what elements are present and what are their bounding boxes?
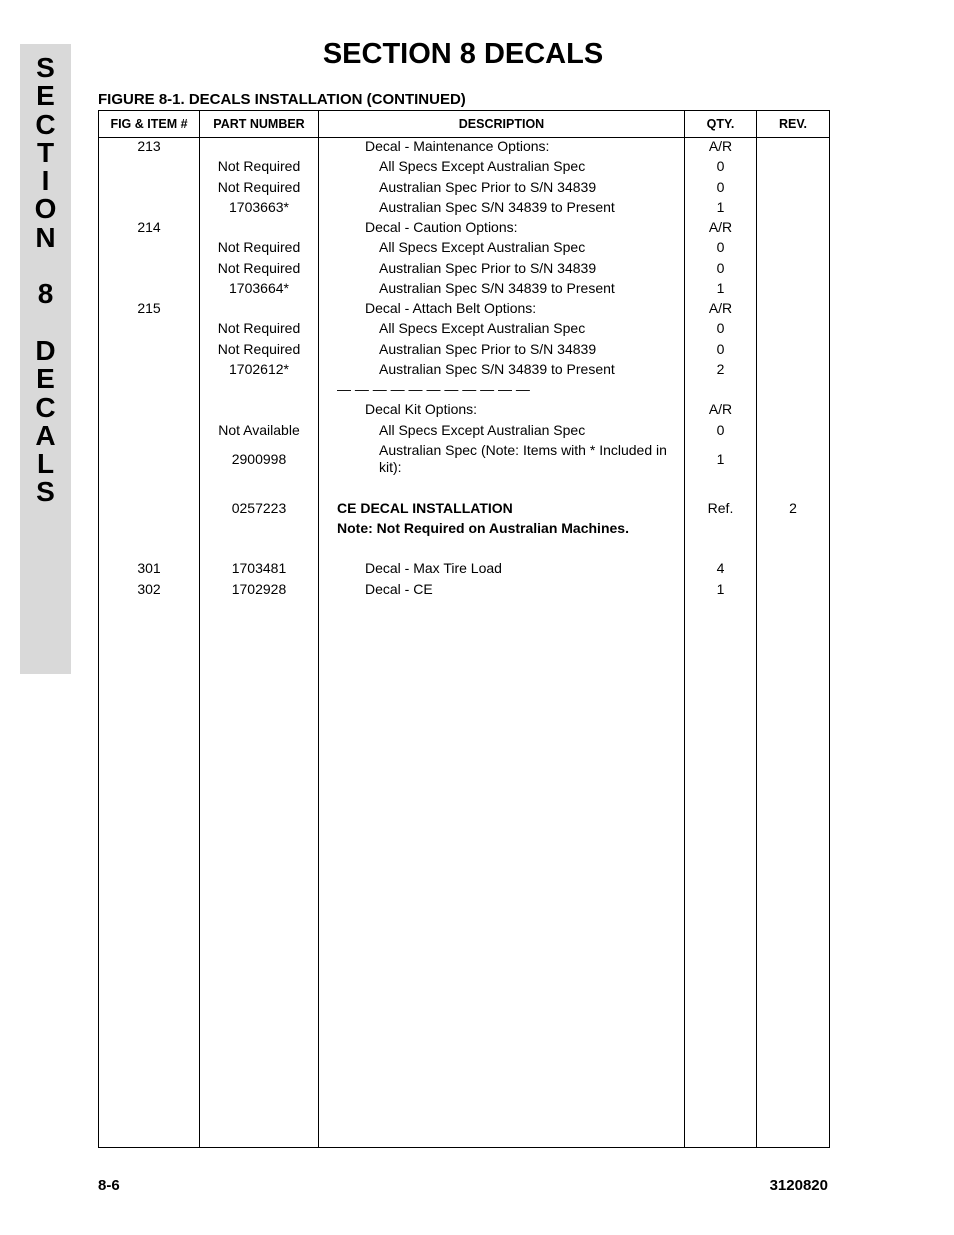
document-number: 3120820 [769, 1177, 828, 1194]
description-cell: Decal - CE [365, 581, 433, 597]
qty-cell: 0 [716, 341, 725, 357]
description-cell: Australian Spec Prior to S/N 34839 [379, 341, 597, 357]
side-tab-letter: C [35, 108, 56, 140]
header-part-number: PART NUMBER [213, 117, 305, 131]
qty-cell: 1 [716, 451, 725, 467]
qty-cell: A/R [708, 219, 733, 235]
side-tab-letter: S [36, 52, 55, 83]
part-cell: Not Required [217, 179, 301, 195]
part-cell: Not Required [217, 260, 301, 276]
qty-cell: 0 [716, 260, 725, 276]
qty-cell: 0 [716, 239, 725, 255]
qty-cell: 4 [716, 560, 725, 576]
description-cell: All Specs Except Australian Spec [379, 320, 586, 336]
side-tab-letter: A [35, 419, 56, 451]
rev-cell: 2 [789, 500, 797, 516]
side-tab-letters [20, 54, 71, 507]
description-cell: CE DECAL INSTALLATION [337, 500, 513, 516]
side-tab-letter: S [36, 476, 55, 508]
part-cell: Not Required [217, 341, 301, 357]
part-cell: Not Required [217, 158, 301, 174]
side-tab-letter: E [36, 80, 55, 112]
qty-cell: 1 [716, 581, 725, 597]
qty-cell: 0 [716, 422, 725, 438]
description-cell: Australian Spec Prior to S/N 34839 [379, 260, 597, 276]
item-cell: 214 [137, 219, 161, 235]
qty-cell: 0 [716, 320, 725, 336]
description-cell: All Specs Except Australian Spec [379, 239, 586, 255]
description-cell: Australian Spec S/N 34839 to Present [379, 280, 615, 296]
side-tab-letter: E [36, 363, 55, 395]
qty-cell: A/R [708, 401, 733, 417]
side-tab-letter: N [35, 221, 56, 253]
side-tab-letter: 8 [37, 278, 54, 310]
header-description: DESCRIPTION [458, 117, 545, 131]
qty-cell: 0 [716, 179, 725, 195]
description-cell: Australian Spec (Note: Items with * Included in kit): [379, 442, 667, 475]
header-qty: QTY. [706, 117, 735, 131]
description-cell: All Specs Except Australian Spec [379, 158, 586, 174]
part-cell: 2900998 [231, 451, 287, 467]
part-cell: 1703664* [229, 280, 289, 296]
column-divider [756, 111, 757, 1147]
side-tab-letter: O [34, 193, 57, 225]
description-cell: Decal - Attach Belt Options: [365, 300, 537, 316]
part-cell: 1703481 [231, 560, 287, 576]
description-cell: All Specs Except Australian Spec [379, 422, 586, 438]
qty-cell: Ref. [707, 500, 734, 516]
qty-cell: 1 [716, 280, 725, 296]
part-cell: 1703663* [229, 199, 289, 215]
item-cell: 213 [137, 138, 161, 154]
description-cell: Australian Spec S/N 34839 to Present [379, 361, 615, 377]
description-cell: Australian Spec S/N 34839 to Present [379, 199, 615, 215]
description-cell: Decal - Max Tire Load [365, 560, 502, 576]
part-cell: 0257223 [231, 500, 287, 516]
side-tab-letter: I [41, 165, 50, 197]
qty-cell: A/R [708, 138, 733, 154]
side-tab-letter: D [35, 334, 56, 366]
side-tab-spacer [20, 252, 71, 280]
part-cell: 1702928 [231, 581, 287, 597]
description-cell: Note: Not Required on Australian Machines. [337, 520, 629, 536]
page-number: 8-6 [98, 1177, 120, 1194]
item-cell: 301 [137, 560, 161, 576]
section-title: SECTION 8 DECALS [322, 38, 604, 70]
item-cell: 215 [137, 300, 161, 316]
separator-dashes: — — — — — — — — — — — [337, 381, 530, 397]
qty-cell: 0 [716, 158, 725, 174]
qty-cell: A/R [708, 300, 733, 316]
header-item: FIG & ITEM # [110, 117, 188, 131]
parts-table [98, 110, 830, 1148]
description-cell: Decal Kit Options: [365, 401, 478, 417]
description-cell: Decal - Caution Options: [365, 219, 518, 235]
part-cell: Not Required [217, 239, 301, 255]
qty-cell: 1 [716, 199, 725, 215]
section-side-tab [20, 44, 71, 674]
header-rev: REV. [778, 117, 808, 131]
description-cell: Decal - Maintenance Options: [365, 138, 550, 154]
side-tab-letter: L [36, 448, 55, 480]
table-header [99, 111, 829, 138]
figure-title: FIGURE 8-1. DECALS INSTALLATION (CONTINUED) [98, 91, 466, 108]
side-tab-letter: C [35, 391, 56, 423]
side-tab-spacer [20, 309, 71, 337]
side-tab-letter: T [36, 136, 55, 168]
description-cell: Australian Spec Prior to S/N 34839 [379, 179, 597, 195]
part-cell: 1702612* [229, 361, 289, 377]
part-cell: Not Required [217, 320, 301, 336]
qty-cell: 2 [716, 361, 725, 377]
item-cell: 302 [137, 581, 161, 597]
part-cell: Not Available [218, 422, 300, 438]
